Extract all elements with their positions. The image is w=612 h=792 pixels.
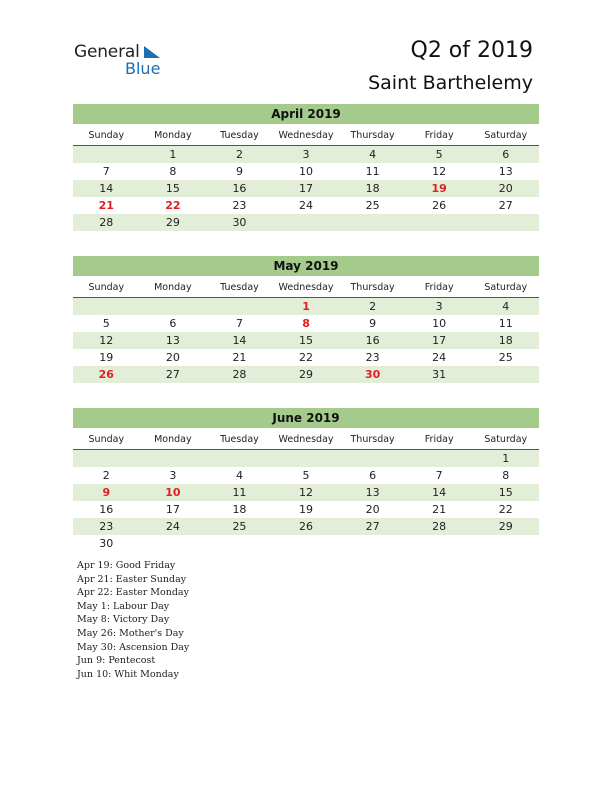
day-cell (273, 535, 340, 552)
day-cell (339, 214, 406, 231)
day-cell (73, 450, 140, 467)
day-cell: 16 (99, 503, 114, 516)
month-title: May 2019 (73, 256, 539, 276)
day-cell: 23 (232, 199, 247, 212)
day-cell: 22 (498, 503, 513, 516)
day-cell: 14 (232, 334, 247, 347)
holiday-item: Jun 9: Pentecost (77, 655, 156, 667)
week-row (73, 214, 539, 231)
day-cell: 25 (365, 199, 380, 212)
day-cell: 26 (432, 199, 447, 212)
day-cell (206, 298, 273, 315)
day-cell (206, 450, 273, 467)
day-cell (406, 450, 473, 467)
weekday-label: Tuesday (220, 434, 259, 445)
weekday-label: Sunday (88, 130, 125, 141)
week-row (73, 298, 539, 315)
day-cell: 30 (232, 216, 247, 229)
day-cell: 19 (431, 182, 447, 195)
logo-blue-text: Blue (125, 59, 161, 78)
day-cell (472, 214, 539, 231)
weekday-label: Sunday (88, 434, 125, 445)
holiday-item: Jun 10: Whit Monday (77, 668, 179, 680)
week-row (73, 163, 539, 180)
day-cell: 20 (498, 182, 513, 195)
day-cell: 6 (502, 148, 510, 161)
weekday-label: Monday (154, 434, 192, 445)
day-cell: 2 (369, 300, 377, 313)
day-cell: 26 (299, 520, 314, 533)
page-title: Q2 of 2019 (410, 38, 533, 63)
day-cell: 24 (299, 199, 314, 212)
day-cell: 30 (364, 368, 381, 381)
day-cell (73, 146, 140, 163)
day-cell: 12 (432, 165, 447, 178)
day-cell: 22 (165, 199, 181, 212)
day-cell: 29 (165, 216, 180, 229)
day-cell: 16 (365, 334, 380, 347)
day-cell (273, 450, 340, 467)
day-cell: 6 (369, 469, 377, 482)
day-cell: 29 (299, 368, 314, 381)
day-cell: 5 (435, 148, 443, 161)
week-rows (73, 146, 539, 231)
week-row (73, 332, 539, 349)
day-cell: 23 (365, 351, 380, 364)
day-cell: 30 (99, 537, 114, 550)
day-cell (140, 298, 207, 315)
day-cell: 10 (299, 165, 314, 178)
day-cell: 19 (299, 503, 314, 516)
month-title: June 2019 (73, 408, 539, 428)
week-row (73, 349, 539, 366)
day-cell: 27 (498, 199, 513, 212)
day-cell: 23 (99, 520, 114, 533)
day-cell: 21 (232, 351, 247, 364)
day-cell: 7 (235, 317, 243, 330)
day-cell: 2 (235, 148, 243, 161)
holiday-item: May 1: Labour Day (77, 600, 170, 612)
week-row (73, 146, 539, 163)
day-cell: 13 (498, 165, 513, 178)
day-cell: 26 (98, 368, 114, 381)
day-cell (140, 535, 207, 552)
day-cell: 15 (498, 486, 513, 499)
day-cell: 8 (502, 469, 510, 482)
day-cell: 2 (102, 469, 110, 482)
day-cell: 20 (365, 503, 380, 516)
day-cell: 7 (102, 165, 110, 178)
day-cell: 1 (302, 300, 310, 313)
day-cell: 11 (232, 486, 247, 499)
day-cell (406, 214, 473, 231)
day-cell: 22 (299, 351, 314, 364)
weekday-label: Tuesday (220, 130, 259, 141)
day-cell: 20 (165, 351, 180, 364)
weekday-label: Monday (154, 282, 192, 293)
day-cell: 18 (232, 503, 247, 516)
day-cell: 18 (365, 182, 380, 195)
logo-flag-icon (142, 44, 162, 60)
day-cell (472, 366, 539, 383)
week-row (73, 535, 539, 552)
day-cell: 28 (432, 520, 447, 533)
weekday-label: Monday (154, 130, 192, 141)
weekday-label: Saturday (484, 130, 528, 141)
day-cell: 8 (169, 165, 177, 178)
weekday-label: Saturday (484, 282, 528, 293)
week-row (73, 518, 539, 535)
day-cell: 28 (99, 216, 114, 229)
month-calendar-june (73, 408, 539, 552)
day-cell: 28 (232, 368, 247, 381)
day-cell: 1 (169, 148, 177, 161)
day-cell (73, 298, 140, 315)
day-cell: 15 (299, 334, 314, 347)
day-cell: 24 (432, 351, 447, 364)
day-cell: 7 (435, 469, 443, 482)
day-cell: 31 (432, 368, 447, 381)
day-cell: 9 (102, 486, 111, 499)
day-cell (339, 535, 406, 552)
day-cell: 14 (432, 486, 447, 499)
weekday-label: Wednesday (278, 130, 334, 141)
weekday-label: Tuesday (220, 282, 259, 293)
weekday-label: Thursday (350, 282, 395, 293)
day-cell: 1 (502, 452, 510, 465)
holiday-item: Apr 22: Easter Monday (77, 587, 189, 599)
weekday-label: Friday (424, 130, 454, 141)
logo (74, 42, 174, 78)
day-cell: 17 (165, 503, 180, 516)
day-cell: 24 (165, 520, 180, 533)
day-cell: 9 (235, 165, 243, 178)
day-cell (140, 450, 207, 467)
day-cell: 11 (365, 165, 380, 178)
day-cell: 14 (99, 182, 114, 195)
day-cell: 19 (99, 351, 114, 364)
day-cell (206, 535, 273, 552)
day-cell: 16 (232, 182, 247, 195)
day-cell: 4 (502, 300, 510, 313)
holiday-item: Apr 21: Easter Sunday (77, 573, 187, 585)
day-cell: 4 (235, 469, 243, 482)
page-subtitle: Saint Barthelemy (368, 72, 533, 94)
month-title: April 2019 (73, 104, 539, 124)
week-row (73, 315, 539, 332)
weekday-label: Wednesday (278, 434, 334, 445)
weekday-label: Friday (424, 434, 454, 445)
day-cell: 13 (165, 334, 180, 347)
weekday-label: Sunday (88, 282, 125, 293)
week-row (73, 484, 539, 501)
day-cell: 11 (498, 317, 513, 330)
week-row (73, 366, 539, 383)
day-cell: 10 (432, 317, 447, 330)
week-row (73, 467, 539, 484)
day-cell: 12 (99, 334, 114, 347)
day-cell: 3 (302, 148, 310, 161)
weekday-label: Thursday (350, 130, 395, 141)
day-cell: 6 (169, 317, 177, 330)
week-row (73, 180, 539, 197)
day-cell: 5 (102, 317, 110, 330)
weekday-label: Wednesday (278, 282, 334, 293)
weekday-header-row (73, 430, 539, 450)
week-rows (73, 450, 539, 552)
day-cell: 9 (369, 317, 377, 330)
day-cell: 17 (299, 182, 314, 195)
day-cell: 12 (299, 486, 314, 499)
week-rows (73, 298, 539, 383)
holiday-item: May 30: Ascension Day (77, 641, 190, 653)
weekday-header-row (73, 278, 539, 298)
day-cell: 4 (369, 148, 377, 161)
weekday-label: Saturday (484, 434, 528, 445)
day-cell: 3 (169, 469, 177, 482)
day-cell: 10 (165, 486, 181, 499)
day-cell (406, 535, 473, 552)
holiday-list (77, 559, 189, 681)
month-calendar-may (73, 256, 539, 383)
day-cell: 8 (302, 317, 310, 330)
day-cell: 27 (165, 368, 180, 381)
weekday-header-row (73, 126, 539, 146)
day-cell (339, 450, 406, 467)
day-cell: 17 (432, 334, 447, 347)
logo-general-text: General (74, 42, 140, 62)
day-cell: 25 (232, 520, 247, 533)
day-cell: 13 (365, 486, 380, 499)
day-cell: 18 (498, 334, 513, 347)
day-cell: 21 (98, 199, 114, 212)
week-row (73, 501, 539, 518)
day-cell (472, 535, 539, 552)
week-row (73, 450, 539, 467)
month-calendar-april (73, 104, 539, 231)
day-cell (273, 214, 340, 231)
weekday-label: Friday (424, 282, 454, 293)
day-cell: 21 (432, 503, 447, 516)
week-row (73, 197, 539, 214)
weekday-label: Thursday (350, 434, 395, 445)
holiday-item: May 26: Mother's Day (77, 627, 184, 639)
day-cell: 3 (435, 300, 443, 313)
day-cell: 5 (302, 469, 310, 482)
day-cell: 29 (498, 520, 513, 533)
day-cell: 27 (365, 520, 380, 533)
day-cell: 15 (165, 182, 180, 195)
day-cell: 25 (498, 351, 513, 364)
holiday-item: May 8: Victory Day (77, 614, 170, 626)
holiday-item: Apr 19: Good Friday (77, 560, 176, 571)
